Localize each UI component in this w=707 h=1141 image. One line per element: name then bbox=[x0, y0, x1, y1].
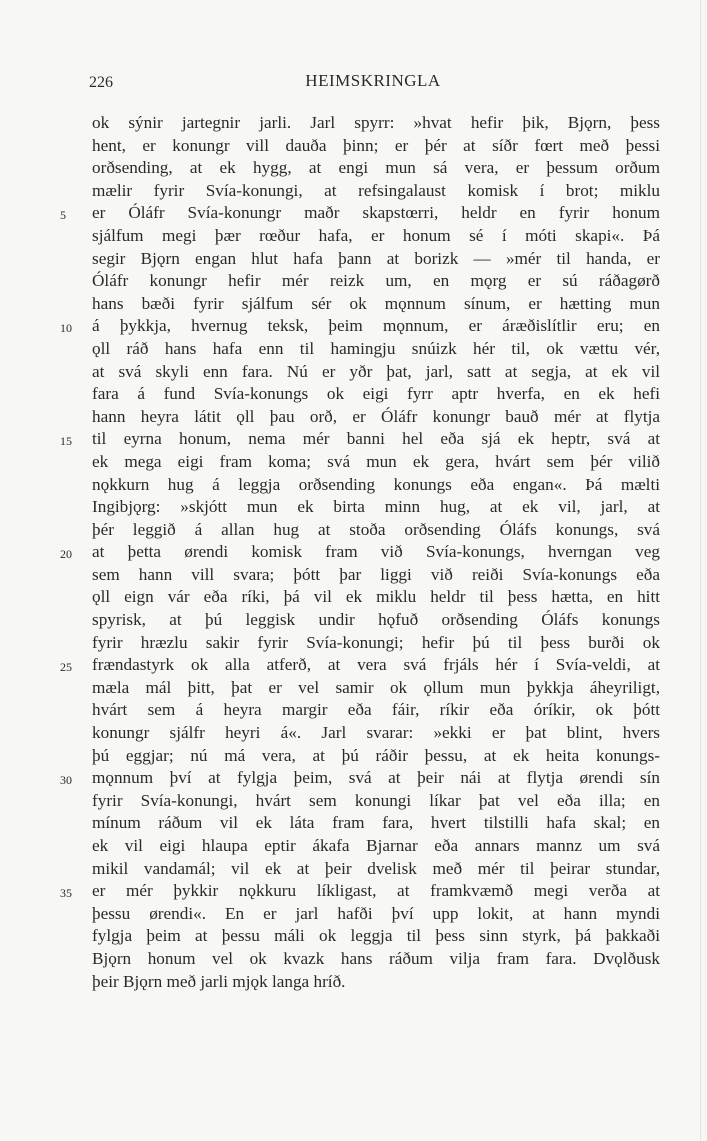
line-text: frændastyrk ok alla atferð, at vera svá frjáls hér í Svía-veldi, at bbox=[92, 655, 660, 675]
line-number: 20 bbox=[60, 547, 72, 562]
text-line bbox=[60, 202, 660, 225]
line-text: hans bæði fyrir sjálfum sér ok mǫnnum sínum, er hætting mun bbox=[92, 293, 660, 313]
text-line bbox=[92, 722, 660, 745]
line-text: þú eggjar; nú má vera, at þú ráðir þessu, at ek heita konungs- bbox=[92, 745, 660, 765]
line-text: mǫnnum því at fylgja þeim, svá at þeir nái at flytja ørendi sín bbox=[92, 768, 660, 788]
line-text: konungr sjálfr heyri á«. Jarl svarar: »ekki er þat blint, hvers bbox=[92, 723, 660, 743]
text-line bbox=[60, 654, 660, 677]
line-text: Ingibjǫrg: »skjótt mun ek birta minn hug, at ek vil, jarl, at bbox=[92, 497, 660, 517]
text-line bbox=[92, 519, 660, 542]
text-line bbox=[92, 609, 660, 632]
text-line bbox=[92, 270, 660, 293]
line-text: ǫll eign vár eða ríki, þá vil ek miklu heldr til þess hætta, en hitt bbox=[92, 587, 660, 607]
text-line bbox=[60, 428, 660, 451]
line-text: er Óláfr Svía-konungr maðr skapstœrri, heldr en fyrir honum bbox=[92, 203, 660, 223]
line-number: 30 bbox=[60, 773, 72, 788]
text-line bbox=[92, 677, 660, 700]
line-text: at svá skyli enn fara. Nú er yðr þat, jarl, satt at segja, at ek vil bbox=[92, 361, 660, 381]
line-text: mikil vandamál; vil ek at þeir dvelisk með mér til þeirar stundar, bbox=[92, 858, 660, 878]
line-text: hent, er konungr vill dauða þinn; er þér at síðr fœrt með þessi bbox=[92, 135, 660, 155]
text-line bbox=[92, 474, 660, 497]
text-line bbox=[92, 293, 660, 316]
text-line bbox=[92, 248, 660, 271]
text-line bbox=[92, 112, 660, 135]
text-line bbox=[92, 812, 660, 835]
text-line bbox=[92, 971, 660, 994]
body-text bbox=[60, 112, 660, 993]
line-text: fyrir hræzlu sakir fyrir Svía-konungi; hefir þú til þess burði ok bbox=[92, 632, 660, 652]
text-line bbox=[60, 315, 660, 338]
line-text: þeir Bjǫrn með jarli mjǫk langa hríð. bbox=[92, 971, 346, 991]
line-text: á þykkja, hvernug teksk, þeim mǫnnum, er áræðislítlir eru; en bbox=[92, 316, 660, 336]
line-text: Bjǫrn honum vel ok kvazk hans ráðum vilja fram fara. Dvǫlðusk bbox=[92, 948, 660, 968]
line-text: mínum ráðum vil ek láta fram fara, hvert tilstilli hafa skal; en bbox=[92, 813, 660, 833]
line-text: Óláfr konungr hefir mér reizk um, en mǫrg er sú ráðagørð bbox=[92, 271, 660, 291]
text-line bbox=[92, 225, 660, 248]
text-line bbox=[92, 925, 660, 948]
running-head: HEIMSKRINGLA bbox=[305, 71, 441, 90]
line-text: fyrir Svía-konungi, hvárt sem konungi líkar þat vel eða illa; en bbox=[92, 790, 660, 810]
line-text: ek vil eigi hlaupa eptir ákafa Bjarnar eða annars mannz um svá bbox=[92, 836, 660, 855]
line-number: 25 bbox=[60, 660, 72, 675]
text-line bbox=[92, 451, 660, 474]
text-line bbox=[60, 541, 660, 564]
text-line bbox=[60, 880, 660, 903]
text-line bbox=[92, 586, 660, 609]
text-line bbox=[92, 496, 660, 519]
line-text: spyrisk, at þú leggisk undir hǫfuð orðsending Óláfs konungs bbox=[92, 610, 660, 630]
text-line bbox=[92, 903, 660, 926]
line-number: 5 bbox=[60, 208, 66, 223]
text-line bbox=[92, 632, 660, 655]
line-text: til eyrna honum, nema mér banni hel eða sjá ek heptr, svá at bbox=[92, 429, 660, 449]
line-text: þessu ørendi«. En er jarl hafði því upp lokit, at hann myndi bbox=[92, 903, 660, 923]
line-text: sjálfum megi þær rœður hafa, er honum sé í móti skapi«. Þá bbox=[92, 225, 660, 245]
line-text: hann heyra látit ǫll þau orð, er Óláfr konungr bauð mér at flytja bbox=[92, 406, 660, 426]
page-number: 226 bbox=[89, 74, 113, 91]
line-number: 10 bbox=[60, 321, 72, 336]
line-text: mæla mál þitt, þat er vel samir ok ǫllum mun þykkja áheyriligt, bbox=[92, 677, 660, 697]
text-line bbox=[92, 564, 660, 587]
text-line bbox=[60, 767, 660, 790]
line-text: fylgja þeim at þessu máli ok leggja til þess sinn styrk, þá þakkaði bbox=[92, 926, 660, 946]
text-line bbox=[92, 858, 660, 881]
line-text: ǫll ráð hans hafa enn til hamingju snúizk hér til, ok vættu vér, bbox=[92, 338, 660, 358]
line-text: ek mega eigi fram koma; svá mun ek gera, hvárt sem þér vilið bbox=[92, 451, 660, 471]
text-line bbox=[92, 361, 660, 384]
text-line bbox=[92, 699, 660, 722]
line-text: nǫkkurn hug á leggja orðsending konungs eða engan«. Þá mælti bbox=[92, 474, 660, 494]
line-text: orðsending, at ek hygg, at engi mun sá vera, er þessum orðum bbox=[92, 158, 660, 178]
line-text: segir Bjǫrn engan hlut hafa þann at borizk — »mér til handa, er bbox=[92, 248, 660, 268]
line-text: er mér þykkir nǫkkuru líkligast, at framkvæmð megi verða at bbox=[92, 881, 660, 901]
text-line bbox=[92, 135, 660, 158]
line-text: hvárt sem á heyra margir eða fáir, ríkir eða óríkir, ok þótt bbox=[92, 700, 660, 720]
line-text: ok sýnir jartegnir jarli. Jarl spyrr: »hvat hefir þik, Bjǫrn, þess bbox=[92, 113, 660, 132]
text-line bbox=[92, 790, 660, 813]
line-number: 35 bbox=[60, 886, 72, 901]
line-number: 15 bbox=[60, 434, 72, 449]
text-line bbox=[92, 406, 660, 429]
line-text: sem hann vill svara; þótt þar liggi við reiði Svía-konungs eða bbox=[92, 564, 660, 584]
line-text: þér leggið á allan hug at stoða orðsending Óláfs konungs, svá bbox=[92, 519, 660, 539]
text-line bbox=[92, 180, 660, 203]
line-text: at þetta ørendi komisk fram við Svía-konungs, hverngan veg bbox=[92, 542, 660, 562]
text-line bbox=[92, 835, 660, 858]
text-line bbox=[92, 948, 660, 971]
text-line bbox=[92, 383, 660, 406]
line-text: fara á fund Svía-konungs ok eigi fyrr aptr hverfa, en ek hefi bbox=[92, 384, 660, 404]
text-line bbox=[92, 338, 660, 361]
text-line bbox=[92, 745, 660, 768]
text-line bbox=[92, 157, 660, 180]
line-text: mælir fyrir Svía-konungi, at refsingalaust komisk í brot; miklu bbox=[92, 180, 660, 200]
